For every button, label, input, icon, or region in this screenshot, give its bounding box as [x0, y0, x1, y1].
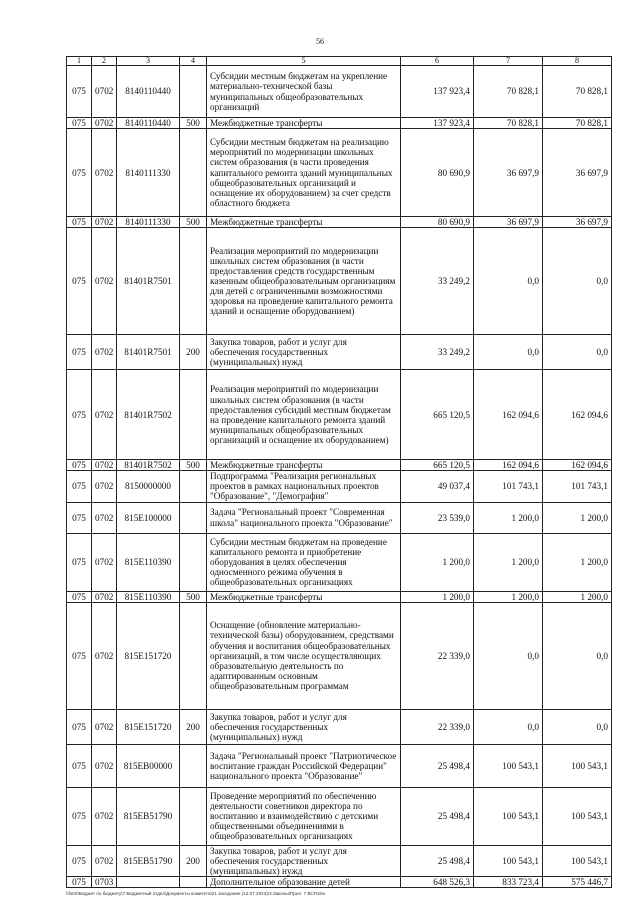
agency-code: 075: [67, 217, 92, 228]
target-article-code: 8150000000: [117, 471, 180, 502]
column-number: 8: [543, 57, 612, 66]
amount-year-1: 25 498,4: [401, 787, 474, 845]
amount-year-1: 80 690,9: [401, 217, 474, 228]
amount-year-1: 22 339,0: [401, 709, 474, 744]
amount-year-3: 70 828,1: [543, 118, 612, 129]
target-article-code: 815EB51790: [117, 787, 180, 845]
expense-type-code: [180, 129, 207, 217]
row-description: Субсидии местным бюджетам на укрепление материально-технической базы муниципальных общеобразовательных организаций: [207, 66, 401, 118]
agency-code: 075: [67, 533, 92, 591]
table-row: [67, 602, 612, 709]
section-code: 0702: [92, 602, 117, 709]
amount-year-2: 0,0: [474, 709, 543, 744]
agency-code: 075: [67, 129, 92, 217]
amount-year-3: 101 743,1: [543, 471, 612, 502]
row-description: Межбюджетные трансферты: [207, 460, 401, 471]
section-code: 0702: [92, 129, 117, 217]
table-row: [67, 744, 612, 787]
amount-year-2: 162 094,6: [474, 370, 543, 460]
expense-type-code: [180, 533, 207, 591]
expense-type-code: 200: [180, 845, 207, 876]
row-description: Закупка товаров, работ и услуг для обеспечения государственных (муниципальных) нужд: [207, 335, 401, 370]
target-article-code: 815E151720: [117, 602, 180, 709]
target-article-code: 8140110440: [117, 118, 180, 129]
table-row: [67, 709, 612, 744]
table-row: [67, 228, 612, 335]
section-code: 0702: [92, 460, 117, 471]
amount-year-3: 100 543,1: [543, 845, 612, 876]
table-row: [67, 217, 612, 228]
target-article-code: [117, 876, 180, 887]
row-description: Задача "Региональный проект "Современная школа" национального проекта "Образование": [207, 502, 401, 533]
agency-code: 075: [67, 602, 92, 709]
budget-table: [66, 56, 612, 888]
section-code: 0702: [92, 118, 117, 129]
expense-type-code: [180, 66, 207, 118]
agency-code: 075: [67, 471, 92, 502]
amount-year-2: 1 200,0: [474, 502, 543, 533]
agency-code: 075: [67, 709, 92, 744]
page-number: 56: [316, 37, 324, 46]
target-article-code: 815EB51790: [117, 845, 180, 876]
target-article-code: 8140110440: [117, 66, 180, 118]
amount-year-1: 49 037,4: [401, 471, 474, 502]
row-description: Закупка товаров, работ и услуг для обеспечения государственных (муниципальных) нужд: [207, 709, 401, 744]
amount-year-2: 1 200,0: [474, 533, 543, 591]
amount-year-3: 100 543,1: [543, 744, 612, 787]
amount-year-1: 1 200,0: [401, 591, 474, 602]
table-row: [67, 876, 612, 887]
column-number-row: [67, 57, 612, 66]
section-code: 0702: [92, 370, 117, 460]
amount-year-2: 1 200,0: [474, 591, 543, 602]
column-number: 3: [117, 57, 180, 66]
expense-type-code: [180, 471, 207, 502]
agency-code: 075: [67, 370, 92, 460]
amount-year-1: 25 498,4: [401, 744, 474, 787]
expense-type-code: [180, 228, 207, 335]
expense-type-code: 500: [180, 460, 207, 471]
column-number: 1: [67, 57, 92, 66]
amount-year-1: 137 923,4: [401, 66, 474, 118]
amount-year-3: 0,0: [543, 602, 612, 709]
row-description: Межбюджетные трансферты: [207, 118, 401, 129]
amount-year-2: 36 697,9: [474, 217, 543, 228]
file-path-footer: \\fs02\Бюджет по бюджету\7 Бюджетный отдел\Документы комитета\21 заседание (12.07.2023)\3.Законы\Прил. 7 ВСР.xlsx: [66, 891, 326, 896]
target-article-code: 81401R7501: [117, 228, 180, 335]
amount-year-2: 0,0: [474, 602, 543, 709]
row-description: Проведение мероприятий по обеспечению деятельности советников директора по воспитанию и взаимодействию с детскими общественными объединениями в общеобразовательных организациях: [207, 787, 401, 845]
amount-year-3: 162 094,6: [543, 370, 612, 460]
amount-year-3: 0,0: [543, 709, 612, 744]
row-description: Реализация мероприятий по модернизации школьных систем образования (в части предоставления средств государственным казенным общеобразовательным организациям для детей с ограниченными возможностями здоровья на проведение капитального ремонта зданий и оснащение оборудованием): [207, 228, 401, 335]
expense-type-code: 500: [180, 591, 207, 602]
target-article-code: 8140111330: [117, 217, 180, 228]
amount-year-2: 0,0: [474, 228, 543, 335]
agency-code: 075: [67, 876, 92, 887]
row-description: Субсидии местным бюджетам на реализацию мероприятий по модернизации школьных систем образования (в части проведения капитального ремонта зданий муниципальных общеобразовательных организаций и оснащение их оборудованием) за счет средств областного бюджета: [207, 129, 401, 217]
column-number: 5: [207, 57, 401, 66]
expense-type-code: 500: [180, 217, 207, 228]
amount-year-2: 70 828,1: [474, 66, 543, 118]
section-code: 0702: [92, 709, 117, 744]
target-article-code: 8140111330: [117, 129, 180, 217]
amount-year-1: 33 249,2: [401, 228, 474, 335]
amount-year-3: 70 828,1: [543, 66, 612, 118]
target-article-code: 815EB00000: [117, 744, 180, 787]
target-article-code: 815E110390: [117, 533, 180, 591]
amount-year-1: 22 339,0: [401, 602, 474, 709]
agency-code: 075: [67, 591, 92, 602]
table-row: [67, 129, 612, 217]
amount-year-2: 100 543,1: [474, 787, 543, 845]
expense-type-code: 200: [180, 335, 207, 370]
agency-code: 075: [67, 228, 92, 335]
amount-year-1: 137 923,4: [401, 118, 474, 129]
table-row: [67, 471, 612, 502]
amount-year-3: 0,0: [543, 335, 612, 370]
amount-year-3: 100 543,1: [543, 787, 612, 845]
agency-code: 075: [67, 845, 92, 876]
table-row: [67, 460, 612, 471]
amount-year-1: 33 249,2: [401, 335, 474, 370]
amount-year-1: 665 120,5: [401, 370, 474, 460]
amount-year-3: 1 200,0: [543, 591, 612, 602]
target-article-code: 815E110390: [117, 591, 180, 602]
amount-year-3: 0,0: [543, 228, 612, 335]
agency-code: 075: [67, 744, 92, 787]
section-code: 0703: [92, 876, 117, 887]
table-row: [67, 591, 612, 602]
table-row: [67, 66, 612, 118]
agency-code: 075: [67, 787, 92, 845]
table-row: [67, 335, 612, 370]
target-article-code: 815E100000: [117, 502, 180, 533]
amount-year-3: 36 697,9: [543, 217, 612, 228]
column-number: 6: [401, 57, 474, 66]
table-row: [67, 845, 612, 876]
row-description: Задача "Региональный проект "Патриотическое воспитание граждан Российской Федерации" национального проекта "Образование": [207, 744, 401, 787]
row-description: Межбюджетные трансферты: [207, 217, 401, 228]
amount-year-3: 36 697,9: [543, 129, 612, 217]
amount-year-1: 80 690,9: [401, 129, 474, 217]
amount-year-1: 648 526,3: [401, 876, 474, 887]
target-article-code: 81401R7502: [117, 460, 180, 471]
column-number: 2: [92, 57, 117, 66]
amount-year-2: 833 723,4: [474, 876, 543, 887]
column-number: 4: [180, 57, 207, 66]
table-row: [67, 787, 612, 845]
row-description: Дополнительное образование детей: [207, 876, 401, 887]
target-article-code: 81401R7501: [117, 335, 180, 370]
section-code: 0702: [92, 533, 117, 591]
section-code: 0702: [92, 845, 117, 876]
table-row: [67, 118, 612, 129]
amount-year-2: 36 697,9: [474, 129, 543, 217]
target-article-code: 815E151720: [117, 709, 180, 744]
row-description: Межбюджетные трансферты: [207, 591, 401, 602]
expense-type-code: [180, 876, 207, 887]
row-description: Оснащение (обновление материально-технической базы) оборудованием, средствами обучения и воспитания общеобразовательных организаций, в том числе осуществляющих образовательную деятельность по адаптированным основным общеобразовательным программам: [207, 602, 401, 709]
section-code: 0702: [92, 471, 117, 502]
expense-type-code: [180, 744, 207, 787]
target-article-code: 81401R7502: [117, 370, 180, 460]
amount-year-2: 70 828,1: [474, 118, 543, 129]
row-description: Подпрограмма "Реализация региональных проектов в рамках национальных проектов "Образование", "Демография": [207, 471, 401, 502]
amount-year-2: 162 094,6: [474, 460, 543, 471]
amount-year-2: 101 743,1: [474, 471, 543, 502]
table-row: [67, 502, 612, 533]
section-code: 0702: [92, 787, 117, 845]
row-description: Реализация мероприятий по модернизации школьных систем образования (в части предоставления субсидий местным бюджетам на проведение капитального ремонта зданий муниципальных общеобразовательных организаций и оснащение их оборудованием): [207, 370, 401, 460]
section-code: 0702: [92, 228, 117, 335]
agency-code: 075: [67, 502, 92, 533]
amount-year-3: 162 094,6: [543, 460, 612, 471]
column-number: 7: [474, 57, 543, 66]
row-description: Закупка товаров, работ и услуг для обеспечения государственных (муниципальных) нужд: [207, 845, 401, 876]
section-code: 0702: [92, 502, 117, 533]
section-code: 0702: [92, 744, 117, 787]
section-code: 0702: [92, 335, 117, 370]
table-row: [67, 533, 612, 591]
section-code: 0702: [92, 217, 117, 228]
expense-type-code: [180, 502, 207, 533]
amount-year-1: 1 200,0: [401, 533, 474, 591]
section-code: 0702: [92, 591, 117, 602]
amount-year-3: 575 446,7: [543, 876, 612, 887]
amount-year-3: 1 200,0: [543, 502, 612, 533]
agency-code: 075: [67, 460, 92, 471]
amount-year-2: 0,0: [474, 335, 543, 370]
expense-type-code: 200: [180, 709, 207, 744]
agency-code: 075: [67, 118, 92, 129]
row-description: Субсидии местным бюджетам на проведение капитального ремонта и приобретение оборудования в целях обеспечения односменного режима обучения в общеобразовательных организациях: [207, 533, 401, 591]
amount-year-1: 23 539,0: [401, 502, 474, 533]
amount-year-1: 25 498,4: [401, 845, 474, 876]
expense-type-code: [180, 370, 207, 460]
amount-year-2: 100 543,1: [474, 744, 543, 787]
agency-code: 075: [67, 335, 92, 370]
agency-code: 075: [67, 66, 92, 118]
amount-year-1: 665 120,5: [401, 460, 474, 471]
expense-type-code: [180, 602, 207, 709]
amount-year-2: 100 543,1: [474, 845, 543, 876]
expense-type-code: [180, 787, 207, 845]
table-row: [67, 370, 612, 460]
amount-year-3: 1 200,0: [543, 533, 612, 591]
section-code: 0702: [92, 66, 117, 118]
expense-type-code: 500: [180, 118, 207, 129]
